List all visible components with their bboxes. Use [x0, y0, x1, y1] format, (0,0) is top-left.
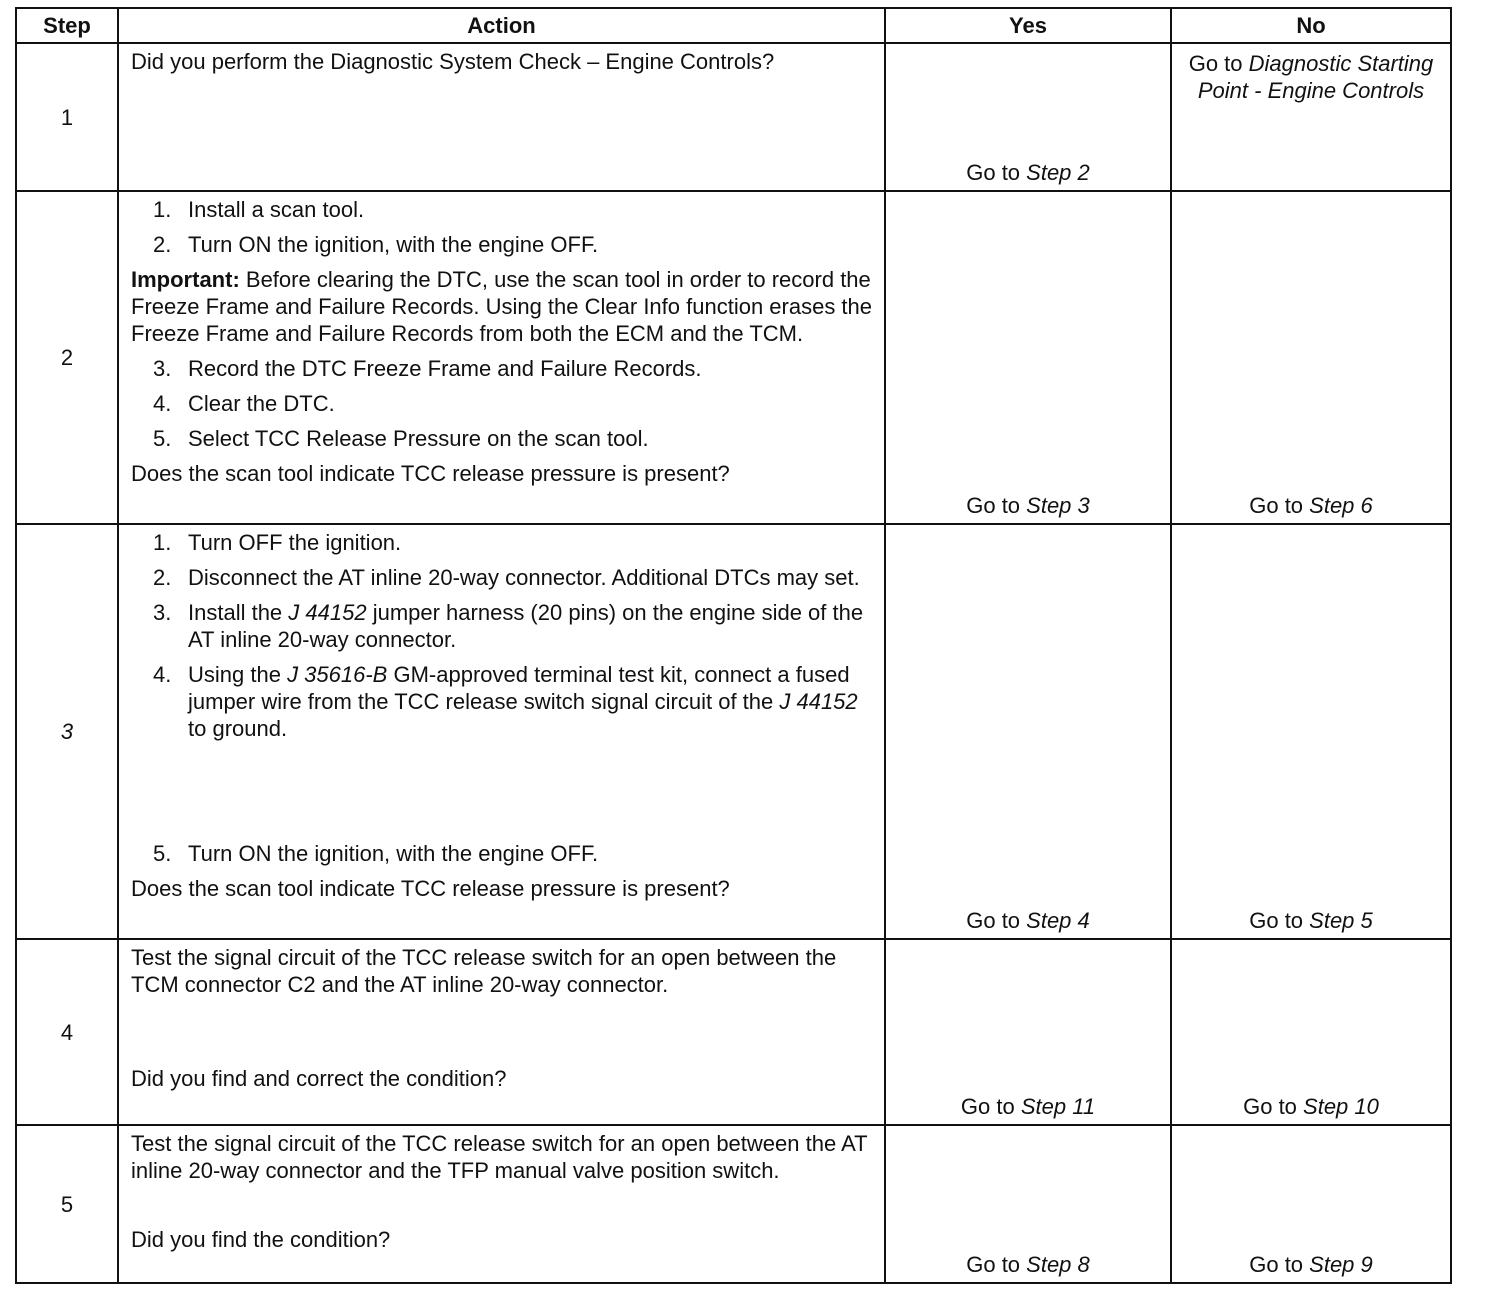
yes-cell [885, 43, 1171, 191]
list-item: 1. Install a scan tool. [153, 197, 365, 222]
important-note: Important: Before clearing the DTC, use the scan tool in order to record the Freeze Frame and Failure Records. Using the Clear Info function erases the Freeze Frame and Failure Records from both the ECM and the TCM. [131, 267, 873, 346]
action-text: Test the signal circuit of the TCC release switch for an open between the AT inline 20-way connector and the TFP manual valve position switch. [131, 1131, 868, 1183]
no-cell: Go to Step 5 [1171, 524, 1451, 939]
yes-cell: Go to Step 11 [885, 939, 1171, 1125]
step-number: 5 [16, 1125, 118, 1283]
tool-reference[interactable]: J 44152 [288, 600, 367, 625]
list-item: 2. Disconnect the AT inline 20-way connector. Additional DTCs may set. [153, 565, 860, 590]
action-list [131, 196, 874, 258]
list-item: 5. Turn ON the ignition, with the engine OFF. [153, 841, 599, 866]
list-item: 1. Turn OFF the ignition. [153, 530, 402, 555]
goto-procedure-link[interactable]: Diagnostic Starting Point - Engine Controls [1197, 51, 1434, 103]
step-number: 3 [16, 524, 118, 939]
step-number: 2 [16, 191, 118, 524]
no-cell: Go to Step 10 [1171, 939, 1451, 1125]
goto-step-link[interactable]: Step 6 [1309, 493, 1373, 518]
list-item: 4. Clear the DTC. [153, 391, 335, 416]
action-list [131, 355, 874, 452]
table-row [16, 524, 1451, 939]
header-row [16, 8, 1451, 43]
tool-reference[interactable]: J 35616-B [287, 662, 388, 687]
step-number: 1 [16, 43, 118, 191]
action-cell [118, 939, 885, 1125]
list-item: 3. Install the J 44152 jumper harness (20 pins) on the engine side of the AT inline 20-way connector. [153, 600, 864, 652]
step-question: Did you find the condition? [131, 1227, 391, 1252]
goto-prefix: Go to [1188, 51, 1249, 76]
no-cell: Go to Step 6 [1171, 191, 1451, 524]
step-question: Does the scan tool indicate TCC release pressure is present? [131, 876, 730, 901]
goto-step-link[interactable]: Step 3 [1026, 493, 1090, 518]
header-action: Action [118, 8, 885, 43]
list-item: 3. Record the DTC Freeze Frame and Failure Records. [153, 356, 702, 381]
action-cell [118, 43, 885, 191]
list-item: 4. Using the J 35616-B GM-approved terminal test kit, connect a fused jumper wire from the TCC release switch signal circuit of the J 44152 to ground. [153, 662, 858, 741]
action-list [131, 529, 874, 867]
table-row [16, 1125, 1451, 1283]
table-row [16, 939, 1451, 1125]
action-text: Test the signal circuit of the TCC release switch for an open between the TCM connector C2 and the AT inline 20-way connector. [131, 945, 837, 997]
tool-reference[interactable]: J 44152 [779, 689, 858, 714]
table-row [16, 43, 1451, 191]
goto-step-link[interactable]: Step 5 [1309, 908, 1373, 933]
goto-step-link[interactable]: Step 10 [1303, 1094, 1379, 1119]
table-row [16, 191, 1451, 524]
no-cell: Go to Step 9 [1171, 1125, 1451, 1283]
goto-step-link[interactable]: Step 2 [1026, 160, 1090, 185]
header-step: Step [16, 8, 118, 43]
goto-step-link[interactable]: Step 8 [1026, 1252, 1090, 1277]
goto-step-link[interactable]: Step 4 [1026, 908, 1090, 933]
step-question: Did you perform the Diagnostic System Check – Engine Controls? [131, 49, 775, 74]
action-cell [118, 1125, 885, 1283]
yes-cell: Go to Step 8 [885, 1125, 1171, 1283]
no-cell [1171, 43, 1451, 191]
header-no: No [1171, 8, 1451, 43]
goto-prefix: Go to [966, 160, 1027, 185]
step-question: Did you find and correct the condition? [131, 1066, 507, 1091]
header-yes: Yes [885, 8, 1171, 43]
list-item: 2. Turn ON the ignition, with the engine OFF. [153, 232, 599, 257]
goto-step-link[interactable]: Step 11 [1020, 1094, 1096, 1119]
goto-step-link[interactable]: Step 9 [1309, 1252, 1373, 1277]
step-number: 4 [16, 939, 118, 1125]
yes-cell: Go to Step 3 [885, 191, 1171, 524]
action-cell [118, 191, 885, 524]
diagnostic-table [15, 7, 1452, 1284]
yes-cell: Go to Step 4 [885, 524, 1171, 939]
important-label: Important: [131, 267, 240, 292]
action-cell [118, 524, 885, 939]
step-question: Does the scan tool indicate TCC release pressure is present? [131, 461, 730, 486]
list-item: 5. Select TCC Release Pressure on the scan tool. [153, 426, 649, 451]
